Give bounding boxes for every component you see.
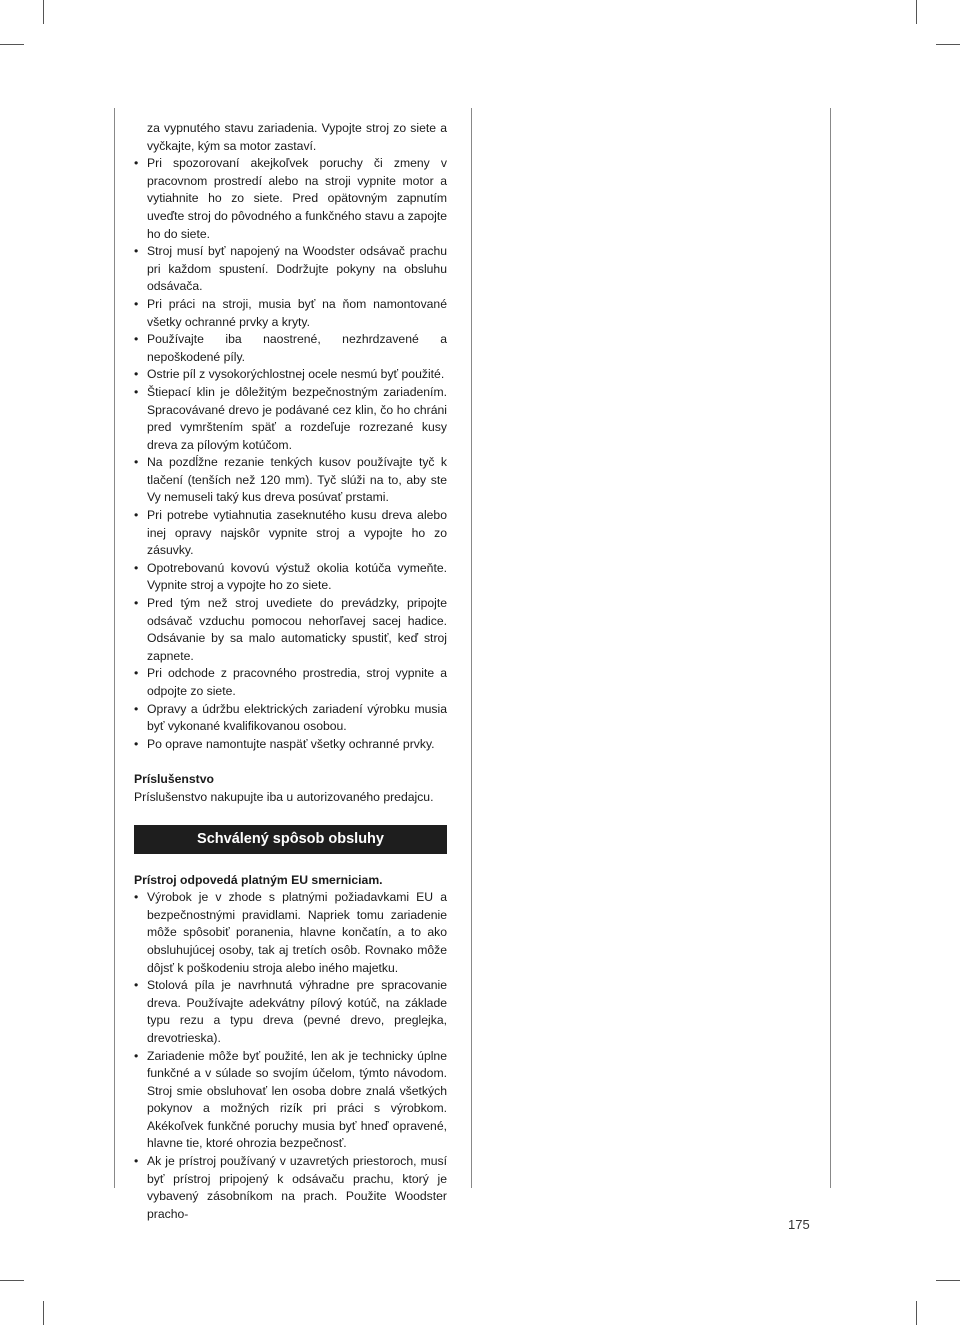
crop-mark <box>43 1301 44 1325</box>
crop-mark <box>43 0 44 24</box>
safety-list <box>134 155 447 753</box>
column-divider-right <box>830 108 831 1188</box>
list-item: • Pri potrebe vytiahnutia zaseknutého kusu dreva alebo inej opravy najskôr vypnite stroj a vypojte ho zo zásuvky. <box>134 507 447 560</box>
column-divider-middle <box>471 108 472 1188</box>
list-item: • Štiepací klin je dôležitým bezpečnostným zariadením. Spracovávané drevo je podávané cez klin, čo ho chráni pred vymrštením späť a rozdeľuje rozrezané kusy dreva za pílovým kotúčom. <box>134 384 447 454</box>
crop-mark <box>0 44 24 45</box>
list-item: • Opotrebovanú kovovú výstuž okolia kotúča vymeňte. Vypnite stroj a vypojte ho zo siete. <box>134 560 447 595</box>
crop-mark <box>916 0 917 24</box>
list-item: • Používajte iba naostrené, nezhrdzavené a nepoškodené píly. <box>134 331 447 366</box>
accessories-heading: Príslušenstvo <box>134 772 214 787</box>
list-item: • Pri práci na stroji, musia byť na ňom namontované všetky ochranné prvky a kryty. <box>134 296 447 331</box>
list-item: • Výrobok je v zhode s platnými požiadavkami EU a bezpečnostnými pravidlami. Napriek tomu zariadenie môže spôsobiť poranenia, hlavne končatín, a to ako obsluhujúcej osoby, tak aj tretích osôb. Rovnako môže dôjsť k poškodeniu stroja alebo iného majetku. <box>134 889 447 977</box>
section-banner: Schválený spôsob obsluhy <box>134 825 447 854</box>
list-item: • Na pozdĺžne rezanie tenkých kusov používajte tyč k tlačení (tenších než 120 mm). Tyč slúži na to, aby ste Vy nemuseli taký kus dreva posúvať prstami. <box>134 454 447 507</box>
eu-heading: Prístroj odpovedá platným EU smerniciam. <box>134 872 383 887</box>
list-item: • Ostrie píl z vysokorýchlostnej ocele nesmú byť použité. <box>134 366 447 384</box>
list-item: • Ak je prístroj používaný v uzavretých priestoroch, musí byť prístroj pripojený k odsávaču prachu, ktorý je vybavený zásobníkom na prach. Použite Woodster pracho- <box>134 1153 447 1223</box>
crop-mark <box>936 44 960 45</box>
list-item: • Pred tým než stroj uvediete do prevádzky, pripojte odsávač vzduchu pomocou nehorľavej sacej hadice. Odsávanie by sa malo automaticky spustiť, keď stroj zapnete. <box>134 595 447 665</box>
page-number: 175 <box>788 1217 810 1232</box>
crop-mark <box>916 1301 917 1325</box>
list-item: • Pri spozorovaní akejkoľvek poruchy či zmeny v pracovnom prostredí alebo na stroji vypnite motor a vytiahnite ho zo siete. Pred opätovným zapnutím uveďte stroj do pôvodného a funkčného stavu a zapojte ho do siete. <box>134 155 447 243</box>
column-divider-left <box>114 108 115 1188</box>
list-item: • Zariadenie môže byť použité, len ak je technicky úplne funkčné a v súlade so svojím účelom, týmto návodom. Stroj smie obsluhovať len osoba dobre znalá všetkých pokynov a možných rizík pri práci s výrobkom. Akékoľvek funkčné poruchy musia byť hneď opravené, hlavne tie, ktoré ohrozia bezpečnosť. <box>134 1048 447 1154</box>
crop-mark <box>0 1280 24 1281</box>
list-item: • Po oprave namontujte naspäť všetky ochranné prvky. <box>134 736 447 754</box>
list-item: • Stolová píla je navrhnutá výhradne pre spracovanie dreva. Používajte adekvátny pílový kotúč, na základe typu rezu a typu dreva (pevné drevo, preglejka, drevotrieska). <box>134 977 447 1047</box>
crop-mark <box>936 1280 960 1281</box>
usage-list <box>134 889 447 1223</box>
continuation-text: za vypnutého stavu zariadenia. Vypojte stroj zo siete a vyčkajte, kým sa motor zastaví. <box>147 121 447 153</box>
list-item: • Opravy a údržbu elektrických zariadení výrobku musia byť vykonané kvalifikovanou osobou. <box>134 701 447 736</box>
text-column <box>134 120 447 1223</box>
accessories-text: Príslušenstvo nakupujte iba u autorizovaného predajcu. <box>134 789 434 804</box>
list-item: • Stroj musí byť napojený na Woodster odsávač prachu pri každom spustení. Dodržujte pokyny na obsluhu odsávača. <box>134 243 447 296</box>
list-item: • Pri odchode z pracovného prostredia, stroj vypnite a odpojte zo siete. <box>134 665 447 700</box>
